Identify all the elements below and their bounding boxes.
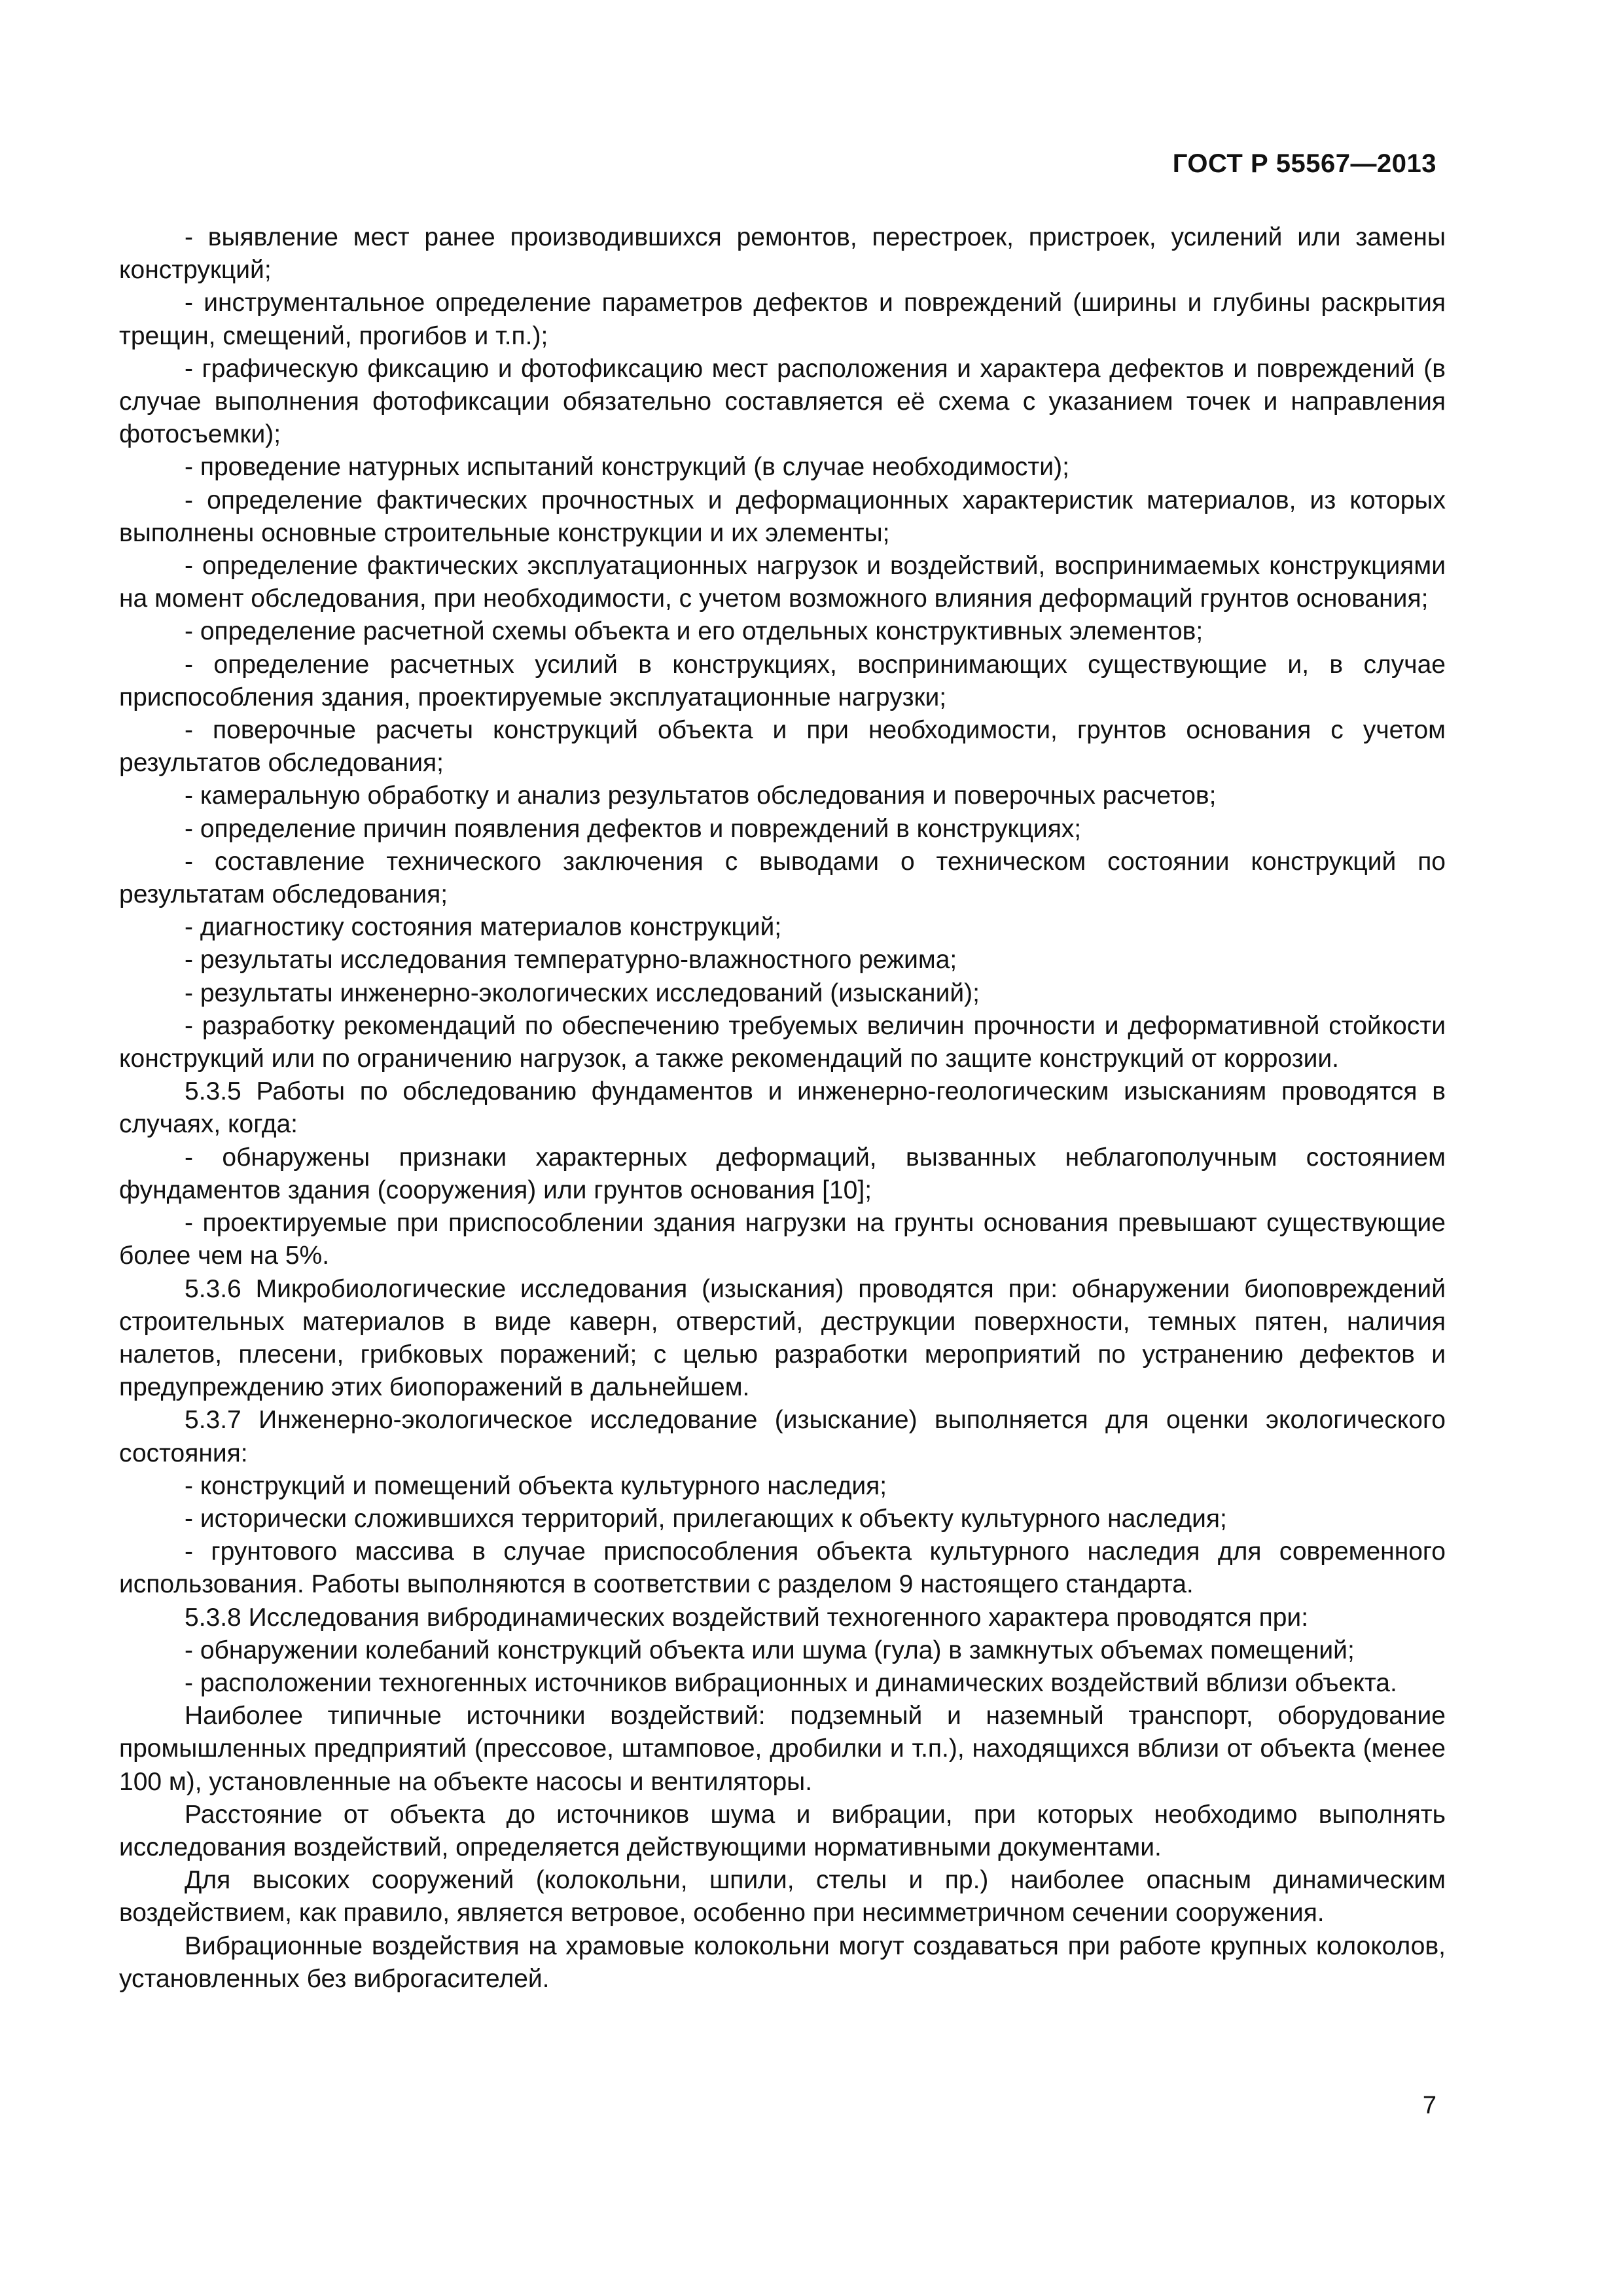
paragraph: - инструментальное определение параметров дефектов и повреждений (ширины и глубины раскрытия трещин, смещений, прогибов и т.п.);: [119, 289, 1446, 350]
paragraph: - результаты инженерно-экологических исследований (изысканий);: [185, 978, 980, 1007]
paragraph: - камеральную обработку и анализ результатов обследования и поверочных расчетов;: [185, 781, 1217, 810]
paragraph: - графическую фиксацию и фотофиксацию мест расположения и характера дефектов и повреждений (в случае выполнения фотофиксации обязательно составляется её схема с указанием точек и направления фотосъемки);: [119, 354, 1446, 449]
paragraph: - определение фактических эксплуатационных нагрузок и воздействий, воспринимаемых конструкциями на момент обследования, при необходимости, с учетом возможного влияния деформаций грунтов основания;: [119, 552, 1446, 613]
paragraph: - диагностику состояния материалов конструкций;: [185, 913, 782, 942]
paragraph: - исторически сложившихся территорий, прилегающих к объекту культурного наследия;: [185, 1504, 1227, 1533]
paragraph: - результаты исследования температурно-влажностного режима;: [185, 946, 957, 975]
paragraph: - разработку рекомендаций по обеспечению требуемых величин прочности и деформативной стойкости конструкций или по ограничению нагрузок, а также рекомендаций по защите конструкций от коррозии.: [119, 1011, 1446, 1073]
page-number: 7: [1422, 2092, 1436, 2119]
paragraph: Для высоких сооружений (колокольни, шпили, стелы и пр.) наиболее опасным динамическим воздействием, как правило, является ветровое, особенно при несимметричном сечении сооружения.: [119, 1866, 1446, 1928]
paragraph: - расположении техногенных источников вибрационных и динамических воздействий вблизи объекта.: [185, 1668, 1397, 1697]
paragraph: 5.3.8 Исследования вибродинамических воздействий техногенного характера проводятся при:: [185, 1603, 1309, 1632]
paragraph: - грунтового массива в случае приспособления объекта культурного наследия для современного использования. Работы выполняются в соответствии с разделом 9 настоящего стандарта.: [119, 1537, 1446, 1599]
paragraph: Вибрационные воздействия на храмовые колокольни могут создаваться при работе крупных колоколов, установленных без виброгасителей.: [119, 1931, 1446, 1993]
paragraph: - проектируемые при приспособлении здания нагрузки на грунты основания превышают существующие более чем на 5%.: [119, 1209, 1446, 1270]
paragraph: Расстояние от объекта до источников шума и вибрации, при которых необходимо выполнять исследования воздействий, определяется действующими нормативными документами.: [119, 1800, 1446, 1861]
paragraph: - конструкций и помещений объекта культурного наследия;: [185, 1471, 887, 1500]
paragraph: - обнаружении колебаний конструкций объекта или шума (гула) в замкнутых объемах помещений;: [185, 1636, 1355, 1664]
paragraph: - определение фактических прочностных и деформационных характеристик материалов, из которых выполнены основные строительные конструкции и их элементы;: [119, 486, 1446, 547]
paragraph: 5.3.6 Микробиологические исследования (изыскания) проводятся при: обнаружении биоповреждений строительных материалов в виде каверн, отверстий, деструкции поверхности, темных пятен, наличия налетов, плесени, грибковых поражений; с целью разработки мероприятий по устранению дефектов и предупреждению этих биопоражений в дальнейшем.: [119, 1274, 1446, 1402]
paragraph: - определение расчетных усилий в конструкциях, воспринимающих существующие и, в случае приспособления здания, проектируемые эксплуатационные нагрузки;: [119, 650, 1446, 711]
paragraph: - обнаружены признаки характерных деформаций, вызванных неблагополучным состоянием фундаментов здания (сооружения) или грунтов основания [10];: [119, 1143, 1446, 1204]
paragraph: - составление технического заключения с выводами о техническом состоянии конструкций по результатам обследования;: [119, 847, 1446, 909]
paragraph: - выявление мест ранее производившихся ремонтов, перестроек, пристроек, усилений или замены конструкций;: [119, 223, 1446, 285]
paragraph: 5.3.5 Работы по обследованию фундаментов и инженерно-геологическим изысканиям проводятся в случаях, когда:: [119, 1077, 1446, 1139]
paragraph: Наиболее типичные источники воздействий: подземный и наземный транспорт, оборудование промышленных предприятий (прессовое, штамповое, дробилки и т.п.), находящихся вблизи от объекта (менее 100 м), установленные на объекте насосы и вентиляторы.: [119, 1702, 1446, 1796]
paragraph: - определение расчетной схемы объекта и его отдельных конструктивных элементов;: [185, 617, 1204, 646]
document-body: [119, 221, 1446, 1996]
document-header: ГОСТ Р 55567—2013: [1172, 149, 1436, 178]
paragraph: - проведение натурных испытаний конструкций (в случае необходимости);: [185, 453, 1069, 482]
paragraph: - определение причин появления дефектов и повреждений в конструкциях;: [185, 814, 1082, 843]
paragraph: - поверочные расчеты конструкций объекта и при необходимости, грунтов основания с учетом результатов обследования;: [119, 716, 1446, 778]
paragraph: 5.3.7 Инженерно-экологическое исследование (изыскание) выполняется для оценки экологического состояния:: [119, 1406, 1446, 1467]
